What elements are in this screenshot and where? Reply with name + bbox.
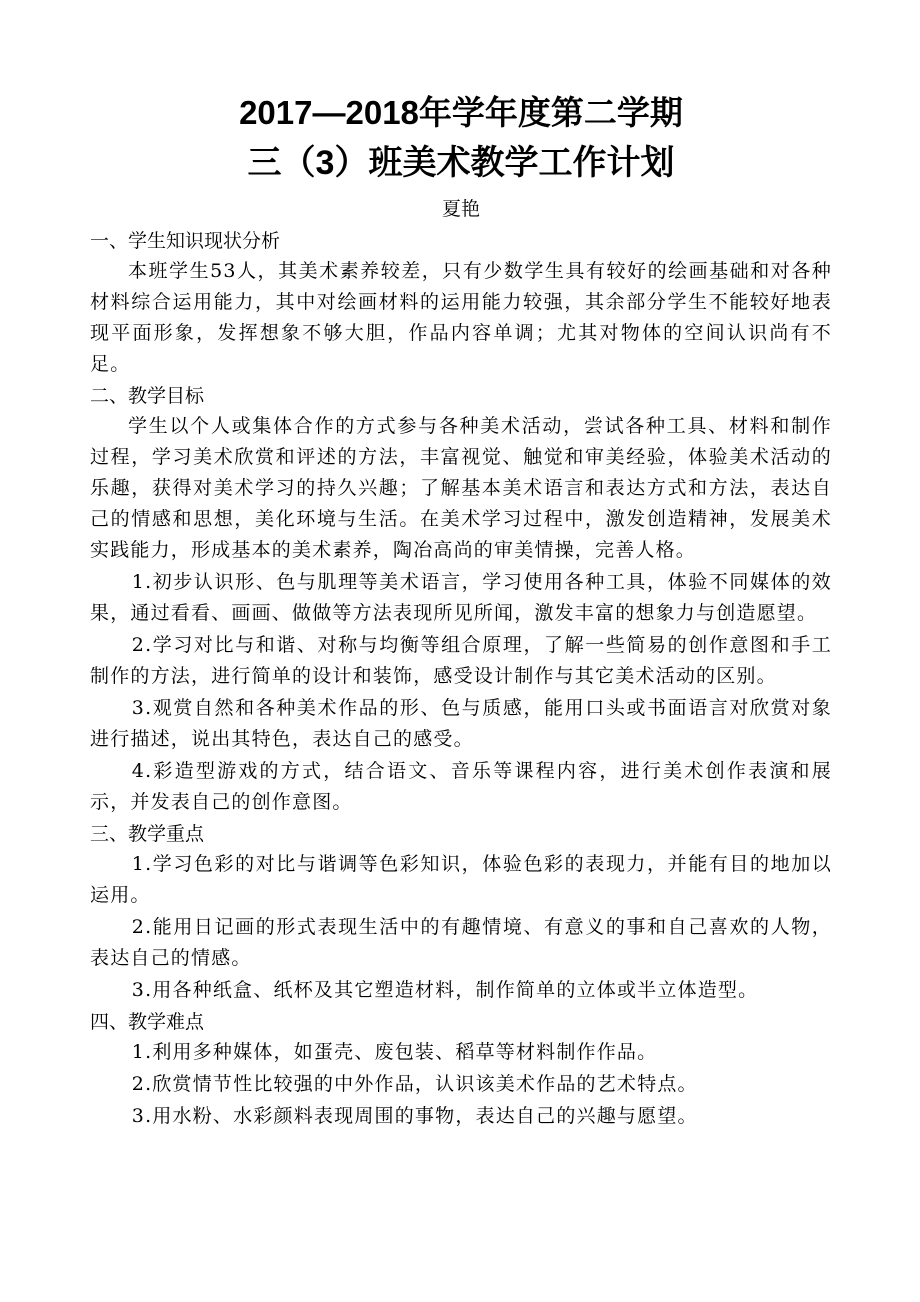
section-2-item-2: 2.学习对比与和谐、对称与均衡等组合原理，了解一些简易的创作意图和手工制作的方法，进行简单的设计和装饰，感受设计制作与其它美术活动的区别。 xyxy=(90,634,832,687)
section-heading-1: 一、学生知识现状分析 xyxy=(90,230,281,252)
section-2-item-3: 3.观赏自然和各种美术作品的形、色与质感，能用口头或书面语言对欣赏对象进行描述，说出其特色，表达自己的感受。 xyxy=(90,697,832,750)
document-title-line2: 三（3）班美术教学工作计划 xyxy=(247,144,675,182)
document-page xyxy=(90,88,832,1133)
document-title-line1: 2017—2018年学年度第二学期 xyxy=(239,94,683,131)
section-4-item-3: 3.用水粉、水彩颜料表现周围的事物，表达自己的兴趣与愿望。 xyxy=(131,1105,698,1127)
section-4-item-2: 2.欣赏情节性比较强的中外作品，认识该美术作品的艺术特点。 xyxy=(131,1073,698,1095)
section-2-item-1: 1.初步认识形、色与肌理等美术语言，学习使用各种工具，体验不同媒体的效果，通过看看、画画、做做等方法表现所见所闻，激发丰富的想象力与创造愿望。 xyxy=(90,571,832,624)
section-3-item-1: 1.学习色彩的对比与谐调等色彩知识，体验色彩的表现力，并能有目的地加以运用。 xyxy=(90,853,832,906)
section-2-paragraph: 学生以个人或集体合作的方式参与各种美术活动，尝试各种工具、材料和制作过程，学习美术欣赏和评述的方法，丰富视觉、触觉和审美经验，体验美术活动的乐趣，获得对美术学习的持久兴趣；了解基本美术语言和表达方式和方法，表达自己的情感和思想，美化环境与生活。在美术学习过程中，激发创造精神，发展美术实践能力，形成基本的美术素养，陶冶高尚的审美情操，完善人格。 xyxy=(90,415,832,561)
section-2-item-4: 4.彩造型游戏的方式，结合语文、音乐等课程内容，进行美术创作表演和展示，并发表自己的创作意图。 xyxy=(90,760,832,813)
section-3-item-3: 3.用各种纸盒、纸杯及其它塑造材料，制作简单的立体或半立体造型。 xyxy=(131,979,759,1001)
section-heading-2: 二、教学目标 xyxy=(90,385,205,407)
section-3-item-2: 2.能用日记画的形式表现生活中的有趣情境、有意义的事和自己喜欢的人物，表达自己的情感。 xyxy=(90,916,832,969)
author-name: 夏艳 xyxy=(441,198,480,220)
section-1-paragraph: 本班学生53人，其美术素养较差，只有少数学生具有较好的绘画基础和对各种材料综合运用能力，其中对绘画材料的运用能力较强，其余部分学生不能较好地表现平面形象，发挥想象不够大胆，作品内容单调；尤其对物体的空间认识尚有不足。 xyxy=(90,260,832,375)
section-4-item-1: 1.利用多种媒体，如蛋壳、废包装、稻草等材料制作作品。 xyxy=(131,1041,658,1063)
section-heading-4: 四、教学难点 xyxy=(90,1011,205,1033)
section-heading-3: 三、教学重点 xyxy=(90,823,205,845)
